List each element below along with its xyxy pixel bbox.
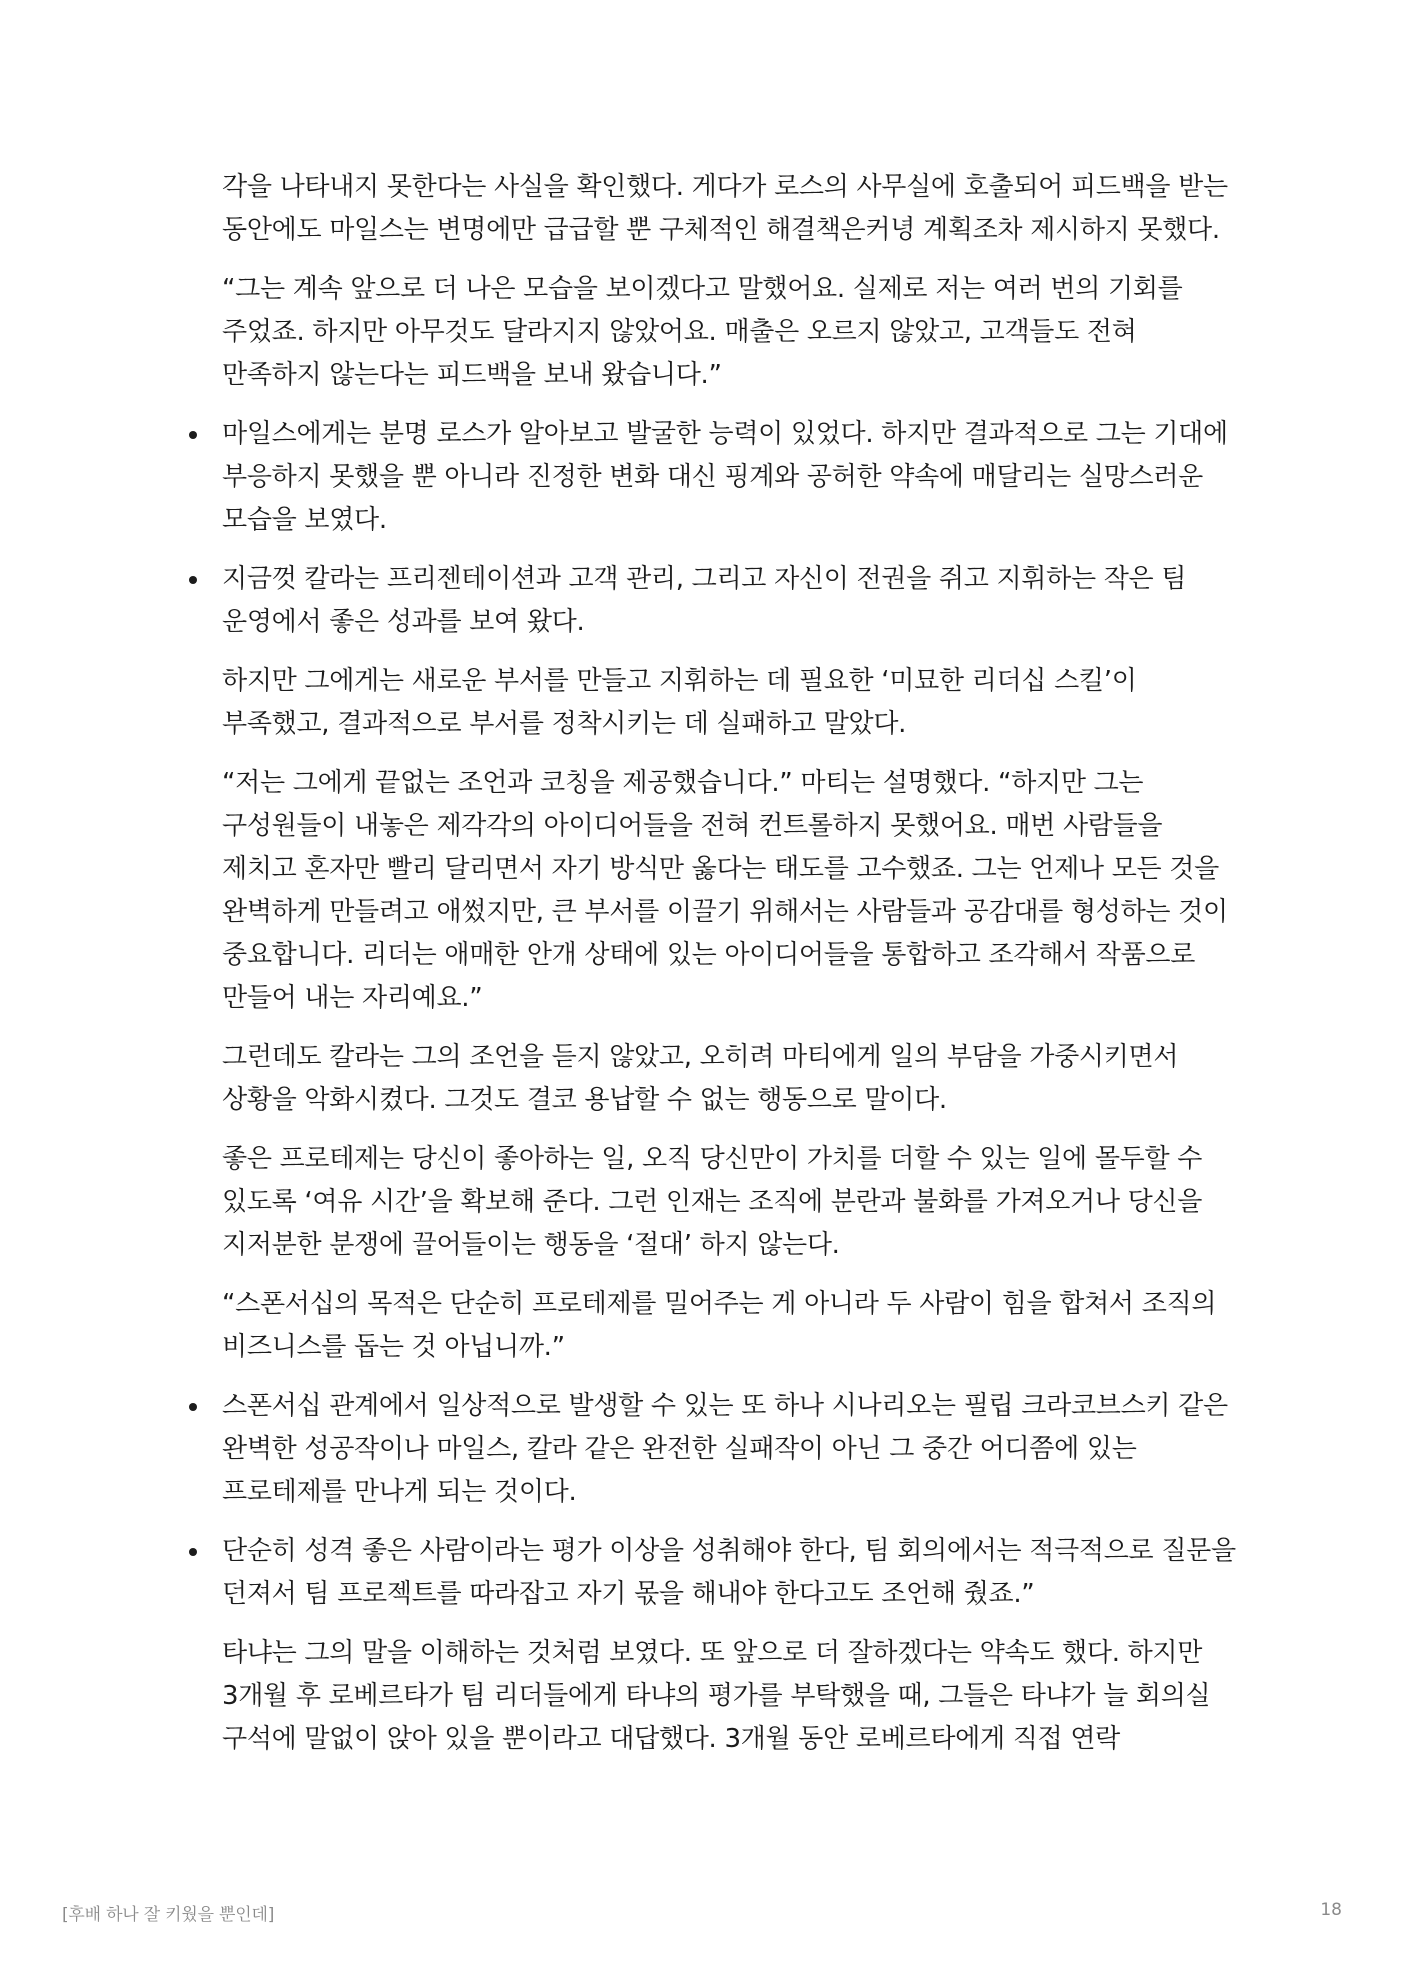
- bullet-icon: [189, 1548, 197, 1556]
- paragraph: 그런데도 칼라는 그의 조언을 듣지 않았고, 오히려 마티에게 일의 부담을 가중시키면서 상황을 악화시켰다. 그것도 결코 용납할 수 없는 행동으로 말이다.: [222, 1042, 1179, 1115]
- page-body: [222, 166, 1242, 1777]
- bullet-text: 단순히 성격 좋은 사람이라는 평가 이상을 성취해야 한다, 팀 회의에서는 적극적으로 질문을 던져서 팀 프로젝트를 따라잡고 자기 몫을 해내야 한다고도 조언해 줬죠.”: [222, 1536, 1236, 1609]
- quote-paragraph: “스폰서십의 목적은 단순히 프로테제를 밀어주는 게 아니라 두 사람이 힘을 합쳐서 조직의 비즈니스를 돕는 것 아닙니까.”: [222, 1289, 1217, 1362]
- footer-book-title: [후배 하나 잘 키웠을 뿐인데]: [62, 1905, 275, 1925]
- bullet-text: 스폰서십 관계에서 일상적으로 발생할 수 있는 또 하나 시나리오는 필립 크라코브스키 같은 완벽한 성공작이나 마일스, 칼라 같은 완전한 실패작이 아닌 그 중간 어디쯤에 있는 프로테제를 만나게 되는 것이다.: [222, 1391, 1228, 1507]
- bullet-icon: [189, 1403, 197, 1411]
- bullet-item: [222, 1530, 1242, 1616]
- paragraph: 각을 나타내지 못한다는 사실을 확인했다. 게다가 로스의 사무실에 호출되어 피드백을 받는 동안에도 마일스는 변명에만 급급할 뿐 구체적인 해결책은커녕 계획조차 제시하지 못했다.: [222, 172, 1228, 245]
- bullet-item: [222, 558, 1242, 644]
- quote-paragraph: “그는 계속 앞으로 더 나은 모습을 보이겠다고 말했어요. 실제로 저는 여러 번의 기회를 주었죠. 하지만 아무것도 달라지지 않았어요. 매출은 오르지 않았고, 고객들도 전혀 만족하지 않는다는 피드백을 보내 왔습니다.”: [222, 274, 1183, 390]
- bullet-item: [222, 413, 1242, 542]
- paragraph: 좋은 프로테제는 당신이 좋아하는 일, 오직 당신만이 가치를 더할 수 있는 일에 몰두할 수 있도록 ‘여유 시간’을 확보해 준다. 그런 인재는 조직에 분란과 불화를 가져오거나 당신을 지저분한 분쟁에 끌어들이는 행동을 ‘절대’ 하지 않는다.: [222, 1144, 1203, 1260]
- bullet-text: 마일스에게는 분명 로스가 알아보고 발굴한 능력이 있었다. 하지만 결과적으로 그는 기대에 부응하지 못했을 뿐 아니라 진정한 변화 대신 핑계와 공허한 약속에 매달리는 실망스러운 모습을 보였다.: [222, 419, 1228, 535]
- page-number: 18: [1320, 1900, 1342, 1920]
- paragraph: 타냐는 그의 말을 이해하는 것처럼 보였다. 또 앞으로 더 잘하겠다는 약속도 했다. 하지만 3개월 후 로베르타가 팀 리더들에게 타냐의 평가를 부탁했을 때, 그들은 타냐가 늘 회의실 구석에 말없이 앉아 있을 뿐이라고 대답했다. 3개월 동안 로베르타에게 직접 연락: [222, 1638, 1211, 1754]
- bullet-text: 지금껏 칼라는 프리젠테이션과 고객 관리, 그리고 자신이 전권을 쥐고 지휘하는 작은 팀 운영에서 좋은 성과를 보여 왔다.: [222, 564, 1187, 637]
- bullet-icon: [189, 431, 197, 439]
- bullet-icon: [189, 576, 197, 584]
- paragraph: 하지만 그에게는 새로운 부서를 만들고 지휘하는 데 필요한 ‘미묘한 리더십 스킬’이 부족했고, 결과적으로 부서를 정착시키는 데 실패하고 말았다.: [222, 666, 1137, 739]
- bullet-item: [222, 1385, 1242, 1514]
- quote-paragraph: “저는 그에게 끝없는 조언과 코칭을 제공했습니다.” 마티는 설명했다. “하지만 그는 구성원들이 내놓은 제각각의 아이디어들을 전혀 컨트롤하지 못했어요. 매번 사람들을 제치고 혼자만 빨리 달리면서 자기 방식만 옳다는 태도를 고수했죠. 그는 언제나 모든 것을 완벽하게 만들려고 애썼지만, 큰 부서를 이끌기 위해서는 사람들과 공감대를 형성하는 것이 중요합니다. 리더는 애매한 안개 상태에 있는 아이디어들을 통합하고 조각해서 작품으로 만들어 내는 자리예요.”: [222, 768, 1228, 1013]
